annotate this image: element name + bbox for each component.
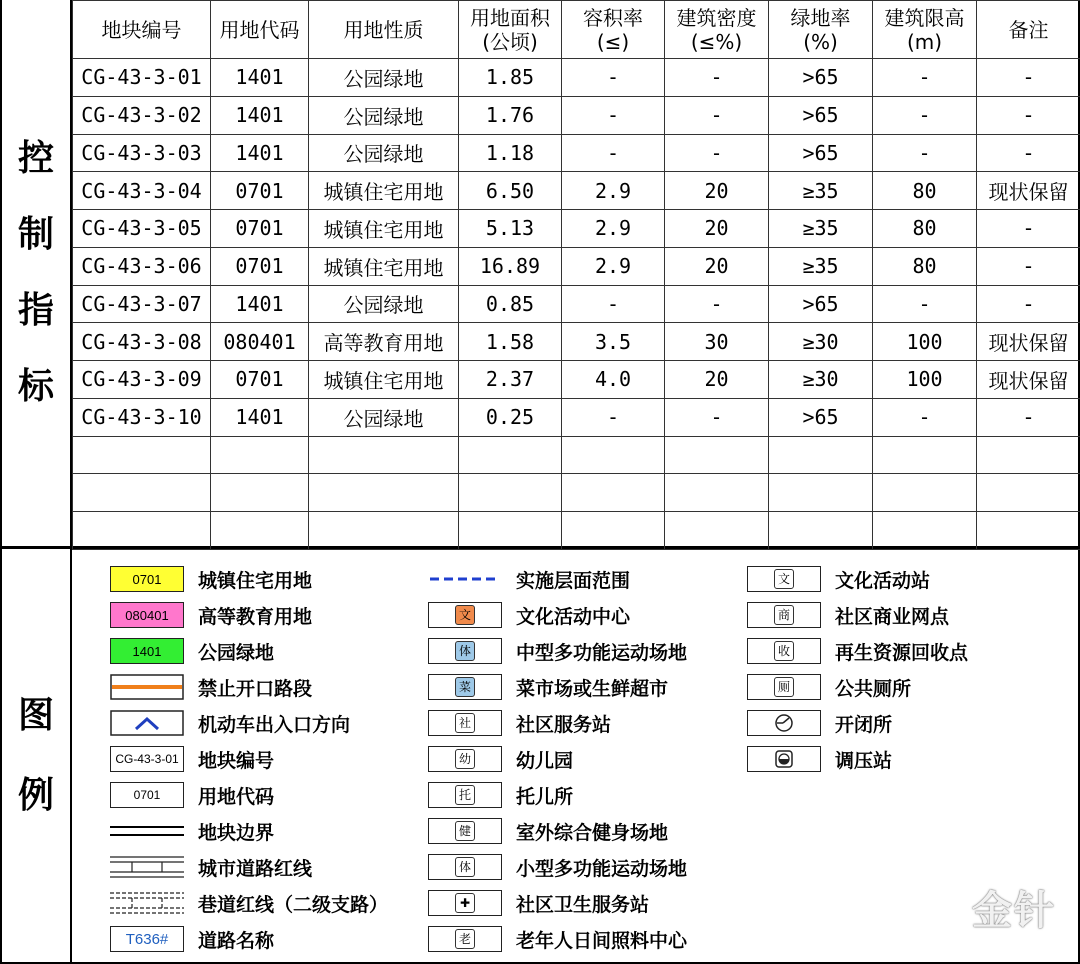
table-cell [665,474,769,512]
facility-glyph-icon: 文 [455,605,475,625]
legend-item [2,813,687,849]
legend-label: 中型多功能运动场地 [516,641,688,664]
column-header-line: 用地性质 [343,17,424,42]
column-header [211,1,309,59]
table-cell: 1.85 [459,59,562,97]
table-row [73,398,1080,436]
table-cell: 2.9 [562,247,665,285]
control-index-section [2,0,1080,549]
control-index-title [2,0,72,546]
facility-glyph-icon: ✚ [455,893,475,913]
column-header [665,1,769,59]
column-header-line: 绿地率 [790,5,851,30]
table-cell: 16.89 [459,247,562,285]
legend-label: 室外综合健身场地 [516,821,669,844]
legend-label: 调压站 [835,749,893,772]
pressure-regulator-icon [747,746,821,772]
table-body [73,59,1080,550]
table-cell: 80 [873,247,977,285]
table-cell: CG-43-3-02 [73,96,211,134]
table-cell: 30 [665,323,769,361]
table-cell [769,512,873,550]
facility-icon [747,674,821,700]
facility-glyph-icon: 老 [455,929,475,949]
table-cell: - [665,96,769,134]
facility-glyph-icon: 收 [774,641,794,661]
legend-label: 巷道红线（二级支路） [198,893,389,916]
legend-item [2,774,687,816]
table-cell [73,474,211,512]
table-cell: 现状保留 [977,323,1080,361]
facility-icon [428,854,502,880]
column-header-line: 容积率 [583,5,643,30]
land-color-swatch: 1401 [110,638,184,664]
facility-icon [747,602,821,628]
facility-glyph-icon: 体 [455,641,475,661]
table-cell: 城镇住宅用地 [309,247,459,285]
table-cell: 3.5 [562,323,665,361]
legend-label: 文化活动中心 [516,605,631,628]
table-cell: 80 [873,172,977,210]
table-cell: 1.18 [459,134,562,172]
table-cell [873,512,977,550]
column-header-line: 建筑限高 [884,5,965,30]
table-cell [769,436,873,474]
table-cell [977,512,1080,550]
legend-item [2,597,968,633]
table-cell: - [977,59,1080,97]
column-header-line: 用地面积 [470,5,550,30]
column-header-line: (≤%) [690,29,743,54]
table-cell: 20 [665,247,769,285]
column-header-line: (公顷) [482,29,538,54]
table-cell: - [562,285,665,323]
table-cell: ≥35 [769,210,873,248]
legend-label: 菜市场或生鲜超市 [516,677,669,700]
table-cell: - [977,398,1080,436]
legend-label: 城镇住宅用地 [198,569,313,592]
table-row [73,361,1080,399]
table-cell: 80 [873,210,977,248]
table-row [73,285,1080,323]
table-cell: 20 [665,172,769,210]
legend-label: 地块边界 [198,821,275,844]
table-cell: 1.58 [459,323,562,361]
table-cell [873,474,977,512]
legend-label: 用地代码 [198,785,275,808]
column-header-line: (m) [906,29,943,54]
legend-label: 再生资源回收点 [835,641,969,664]
column-header-line: 建筑密度 [676,5,757,30]
table-cell: ≥35 [769,172,873,210]
column-header [769,1,873,59]
table-cell: CG-43-3-03 [73,134,211,172]
facility-icon [428,782,502,808]
column-header-line: 地块编号 [101,17,182,42]
table-cell: 100 [873,361,977,399]
table-cell: 0701 [211,361,309,399]
column-header-line: (≤) [596,29,630,54]
legend-label: 开闭所 [835,713,893,736]
table-cell: CG-43-3-04 [73,172,211,210]
facility-glyph-icon: 社 [455,713,475,733]
table-cell [459,512,562,550]
table-cell [769,474,873,512]
table-cell: - [665,59,769,97]
table-cell [459,436,562,474]
legend-label: 老年人日间照料中心 [516,929,688,952]
table-cell: >65 [769,59,873,97]
table-cell [309,436,459,474]
road-name-sample: T636# [110,926,184,952]
table-cell [977,436,1080,474]
table-cell: 0.85 [459,285,562,323]
legend-item [2,921,687,957]
table-cell [73,436,211,474]
table-cell: CG-43-3-06 [73,247,211,285]
table-cell: 高等教育用地 [309,323,459,361]
table-cell: - [873,285,977,323]
table-cell [562,474,665,512]
title-char: 制 [17,214,54,255]
table-cell [665,512,769,550]
table-row [73,134,1080,172]
table-cell: 公园绿地 [309,59,459,97]
title-char: 控 [17,138,54,179]
facility-glyph-icon: 健 [455,821,475,841]
table-cell: >65 [769,96,873,134]
legend-item [2,885,687,921]
table-cell: CG-43-3-09 [73,361,211,399]
table-cell: 20 [665,210,769,248]
table-cell: 2.9 [562,172,665,210]
table-cell: - [977,285,1080,323]
legend-label: 道路名称 [198,929,275,952]
land-color-swatch: 080401 [110,602,184,628]
table-cell: >65 [769,285,873,323]
table-row [73,59,1080,97]
legend-section [2,549,1080,962]
legend-label: 城市道路红线 [198,857,313,880]
legend-label: 公共厕所 [835,677,912,700]
table-cell [665,436,769,474]
facility-glyph-icon: 商 [774,605,794,625]
facility-icon [747,566,821,592]
facility-glyph-icon: 体 [455,857,475,877]
table-row [73,247,1080,285]
facility-glyph-icon: 菜 [455,677,475,697]
facility-icon [428,890,502,916]
table-row [73,172,1080,210]
table-cell [211,436,309,474]
table-cell: CG-43-3-01 [73,59,211,97]
table-cell [309,512,459,550]
column-header [459,1,562,59]
table-cell: 城镇住宅用地 [309,172,459,210]
table-cell: 5.13 [459,210,562,248]
legend-label: 地块编号 [198,749,275,772]
facility-glyph-icon: 厕 [774,677,794,697]
legend-label: 实施层面范围 [516,569,631,592]
table-cell [211,512,309,550]
table-cell: 现状保留 [977,361,1080,399]
table-cell [309,474,459,512]
table-cell: 20 [665,361,769,399]
watermark: 金针 [972,888,1056,934]
table-cell: ≥30 [769,361,873,399]
table-cell: - [873,96,977,134]
title-char: 图 [17,694,54,736]
table-row [73,474,1080,512]
table-cell: - [977,247,1080,285]
table-cell: - [873,59,977,97]
code-box-sample: 0701 [110,782,184,808]
column-header [562,1,665,59]
table-cell: - [977,96,1080,134]
facility-glyph-icon: 幼 [455,749,475,769]
table-cell: >65 [769,398,873,436]
table-row [73,210,1080,248]
legend-label: 公园绿地 [198,641,275,664]
legend-item [2,633,968,669]
legend-label: 托儿所 [516,785,574,808]
table-cell: 0701 [211,172,309,210]
table-cell: 6.50 [459,172,562,210]
legend-label: 高等教育用地 [198,605,313,628]
legend-item [2,705,968,741]
table-cell: 100 [873,323,977,361]
table-cell: 1401 [211,398,309,436]
column-header [873,1,977,59]
legend-label: 社区服务站 [516,713,612,736]
table-cell: - [665,398,769,436]
legend-label: 小型多功能运动场地 [516,857,688,880]
table-cell: 0701 [211,247,309,285]
code-box-sample: CG-43-3-01 [110,746,184,772]
table-cell: ≥30 [769,323,873,361]
column-header [73,1,211,59]
legend-label: 文化活动站 [835,569,931,592]
title-char: 指 [17,290,54,331]
table-cell [562,436,665,474]
switching-station-icon [747,710,821,736]
table-cell: - [873,134,977,172]
table-cell: ≥35 [769,247,873,285]
table-cell: - [977,210,1080,248]
legend-label: 机动车出入口方向 [198,713,351,736]
table-row [73,512,1080,550]
table-cell: 2.9 [562,210,665,248]
facility-glyph-icon: 托 [455,785,475,805]
table-cell [211,474,309,512]
table-cell: 4.0 [562,361,665,399]
table-cell: 1401 [211,285,309,323]
column-header-line: 备注 [1008,17,1049,42]
table-cell: 080401 [211,323,309,361]
table-cell: 现状保留 [977,172,1080,210]
legend-label: 社区卫生服务站 [516,893,650,916]
table-cell: 城镇住宅用地 [309,361,459,399]
table-cell: >65 [769,134,873,172]
table-cell: - [562,96,665,134]
table-cell: - [562,134,665,172]
table-cell: 公园绿地 [309,285,459,323]
column-header-line: (%) [803,29,838,54]
table-cell: 城镇住宅用地 [309,210,459,248]
legend-column-3 [2,561,968,777]
table-cell [873,436,977,474]
legend-item [2,741,968,777]
column-header-line: 用地代码 [219,17,300,42]
table-cell: 公园绿地 [309,134,459,172]
table-cell: CG-43-3-08 [73,323,211,361]
table-cell [977,474,1080,512]
table-cell: CG-43-3-07 [73,285,211,323]
legend-item [2,849,687,885]
table-cell: - [665,134,769,172]
title-char: 标 [17,366,54,407]
table-cell: - [873,398,977,436]
table-row [73,436,1080,474]
legend-label: 社区商业网点 [835,605,950,628]
table-row [73,96,1080,134]
table-cell: 2.37 [459,361,562,399]
table-cell: 1401 [211,59,309,97]
table-cell: - [665,285,769,323]
table-cell: 公园绿地 [309,96,459,134]
table-cell: - [562,59,665,97]
facility-glyph-icon: 文 [774,569,794,589]
table-cell: 0.25 [459,398,562,436]
table-cell: 公园绿地 [309,398,459,436]
table-cell [459,474,562,512]
facility-icon [747,638,821,664]
table-cell: - [977,134,1080,172]
facility-icon [428,926,502,952]
legend-item [2,669,968,705]
table-cell: 1401 [211,96,309,134]
land-color-swatch: 0701 [110,566,184,592]
table-row [73,323,1080,361]
legend-label: 禁止开口路段 [198,677,313,700]
facility-icon [428,818,502,844]
legend-item [2,561,968,597]
table-cell [562,512,665,550]
table-cell [73,512,211,550]
table-cell: 1401 [211,134,309,172]
legend-label: 幼儿园 [516,749,574,772]
column-header [977,1,1080,59]
title-char: 例 [17,774,54,816]
table-cell: - [562,398,665,436]
column-header [309,1,459,59]
control-index-table [72,0,1080,550]
table-cell: CG-43-3-10 [73,398,211,436]
table-cell: 1.76 [459,96,562,134]
table-cell: 0701 [211,210,309,248]
table-header-row [73,1,1080,59]
table-cell: CG-43-3-05 [73,210,211,248]
